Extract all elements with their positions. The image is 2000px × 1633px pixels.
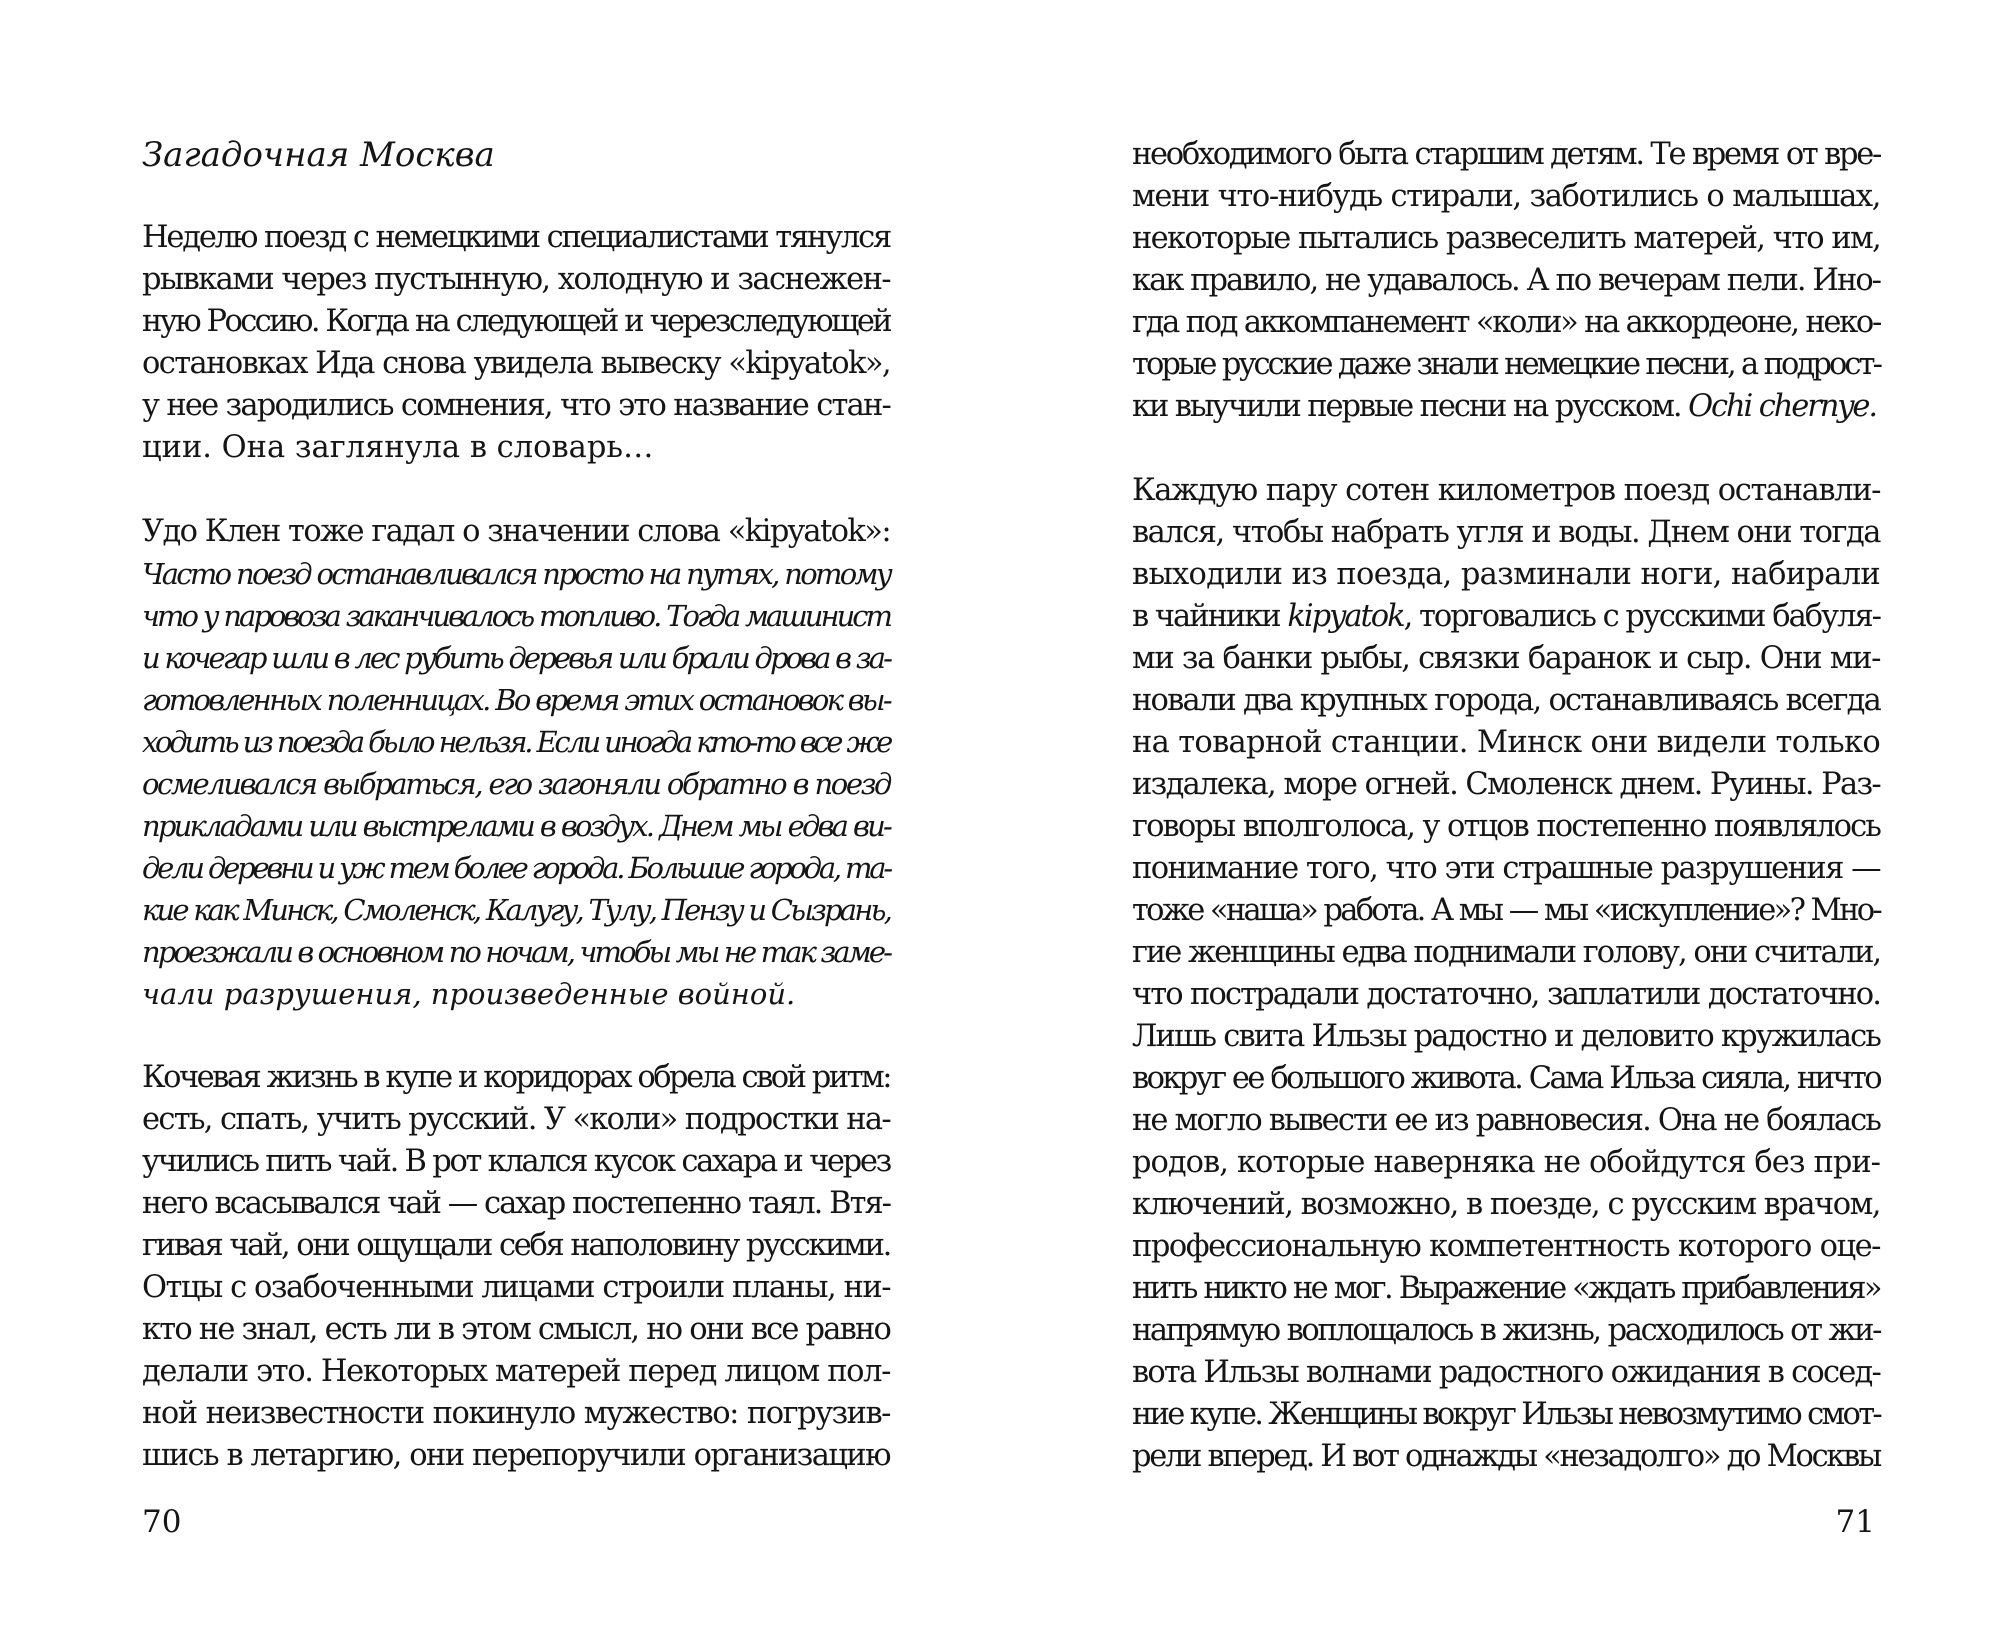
chapter-heading: Загадочная Москва — [142, 135, 495, 175]
right-page — [1000, 0, 2000, 1633]
text-line: родов, которые наверняка не обойдутся без при- — [1132, 1145, 1880, 1180]
text-line: говоры вполголоса, у отцов постепенно появлялось — [1132, 809, 1880, 844]
text-line: вота Ильзы волнами радостного ожидания в сосед- — [1132, 1355, 1880, 1390]
text-line: ми за банки рыбы, связки баранок и сыр. Они ми- — [1132, 641, 1880, 676]
text-line: не могло вывести ее из равновесия. Она не боялась — [1132, 1103, 1880, 1138]
quote-line: ходить из поезда было нельзя. Если иногда кто-то все же — [142, 725, 890, 759]
left-text-column — [142, 134, 890, 1477]
text-line: рели вперед. И вот однажды «незадолго» до Москвы — [1132, 1439, 1880, 1474]
text-line: остановках Ида снова увидела вывеску «kipyatok», — [142, 346, 890, 381]
text-line: ки выучили первые песни на русском. Ochi chernye. — [1132, 389, 1876, 424]
text-line: профессиональную компетентность которого оце- — [1132, 1229, 1880, 1264]
right-paragraph-2 — [1132, 470, 1880, 1478]
text-line: гие женщины едва поднимали голову, они считали, — [1132, 935, 1881, 970]
text-line: Лишь свита Ильзы радостно и деловито кружилась — [1132, 1019, 1880, 1054]
text-line: напрямую воплощалось в жизнь, расходилось от жи- — [1132, 1313, 1880, 1348]
text-line: ключений, возможно, в поезде, с русским врачом, — [1132, 1187, 1880, 1222]
text-line: ние купе. Женщины вокруг Ильзы невозмутимо смот- — [1132, 1397, 1880, 1432]
text-line: ную Россию. Когда на следующей и черезследующей — [142, 304, 890, 339]
text-line: кто не знал, есть ли в этом смысл, но они все равно — [142, 1312, 891, 1347]
quote-line: чали разрушения, произведенные войной. — [142, 977, 796, 1011]
text-line: Отцы с озабоченными лицами строили планы, ни- — [142, 1270, 890, 1305]
emphasis: Ochi chernye. — [1688, 389, 1876, 424]
right-paragraph-1 — [1132, 134, 1880, 428]
text-line: мени что-нибудь стирали, заботились о малышах, — [1132, 179, 1880, 214]
quote-line: прикладами или выстрелами в воздух. Днем мы едва ви- — [142, 809, 890, 843]
text-line: нить никто не мог. Выражение «ждать прибавления» — [1132, 1271, 1880, 1306]
quote-line: осмеливался выбраться, его загоняли обратно в поезд — [142, 767, 890, 801]
text-line: Кочевая жизнь в купе и коридорах обрела свой ритм: — [142, 1060, 890, 1095]
quote-line: Часто поезд останавливался просто на путях, потому — [142, 557, 890, 591]
right-text-column — [1132, 134, 1880, 1478]
text-line: как правило, не удавалось. А по вечерам пели. Ино- — [1132, 263, 1880, 298]
text-line: торые русские даже знали немецкие песни, а подрост- — [1132, 347, 1880, 382]
text-line: гивая чай, они ощущали себя наполовину русскими. — [142, 1228, 890, 1263]
text-line: тоже «наша» работа. А мы — мы «искупление»? Мно- — [1132, 893, 1880, 928]
page-number: 71 — [1835, 1504, 1875, 1540]
quote-line: и кочегар шли в лес рубить деревья или брали дрова в за- — [142, 641, 890, 675]
text-line: Удо Клен тоже гадал о значении слова «kipyatok»: — [142, 514, 890, 549]
text-line: понимание того, что эти страшные разрушения — — [1132, 851, 1880, 886]
quote-line: проезжали в основном по ночам, чтобы мы не так заме- — [142, 935, 890, 969]
text-line: новали два крупных города, останавливаясь всегда — [1132, 683, 1880, 718]
text-line: издалека, море огней. Смоленск днем. Руины. Раз- — [1132, 767, 1880, 802]
emphasis: kipyatok — [1287, 599, 1404, 634]
quote-line: кие как Минск, Смоленск, Калугу, Тулу, Пензу и Сызрань, — [142, 893, 890, 927]
text-line: на товарной станции. Минск они видели только — [1132, 725, 1880, 760]
text-line: Каждую пару сотен километров поезд останавли- — [1132, 473, 1880, 508]
text-line: вокруг ее большого живота. Сама Ильза сияла, ничто — [1132, 1061, 1880, 1096]
text-line: необходимого быта старшим детям. Те время от вре- — [1132, 137, 1880, 172]
text-line: есть, спать, учить русский. У «коли» подростки на- — [142, 1102, 890, 1137]
quote-line: дели деревни и уж тем более города. Большие города, та- — [142, 851, 890, 885]
text-line: выходили из поезда, разминали ноги, набирали — [1132, 557, 1880, 592]
text-line: некоторые пытались развеселить матерей, что им, — [1132, 221, 1880, 256]
quote-line: готовленных поленницах. Во время этих остановок вы- — [142, 683, 890, 717]
text-line: ной неизвестности покинуло мужество: погрузив- — [142, 1396, 890, 1431]
text-line: учились пить чай. В рот клался кусок сахара и через — [142, 1144, 890, 1179]
left-paragraph-3 — [142, 1057, 890, 1477]
text-line: гда под аккомпанемент «коли» на аккордеоне, неко- — [1132, 305, 1880, 340]
text-line: Неделю поезд с немецкими специалистами тянулся — [142, 220, 890, 255]
quote-line: что у паровоза заканчивалось топливо. Тогда машинист — [142, 599, 890, 633]
page-number: 70 — [142, 1504, 182, 1540]
text-line: ции. Она заглянула в словарь… — [142, 430, 654, 465]
text-line: него всасывался чай — сахар постепенно таял. Втя- — [142, 1186, 890, 1221]
text-line: шись в летаргию, они перепоручили организацию — [142, 1438, 890, 1473]
text-line: вался, чтобы набрать угля и воды. Днем они тогда — [1132, 515, 1880, 550]
text-line: у нее зародились сомнения, что это название стан- — [142, 388, 890, 423]
left-paragraph-2 — [142, 511, 890, 1015]
text-line: что пострадали достаточно, заплатили достаточно. — [1132, 977, 1880, 1012]
left-paragraph-1 — [142, 217, 890, 469]
text-line: делали это. Некоторых матерей перед лицом пол- — [142, 1354, 890, 1389]
text-line: в чайники kipyatok, торговались с русскими бабуля- — [1132, 599, 1880, 634]
text-line: рывками через пустынную, холодную и заснежен- — [142, 262, 890, 297]
